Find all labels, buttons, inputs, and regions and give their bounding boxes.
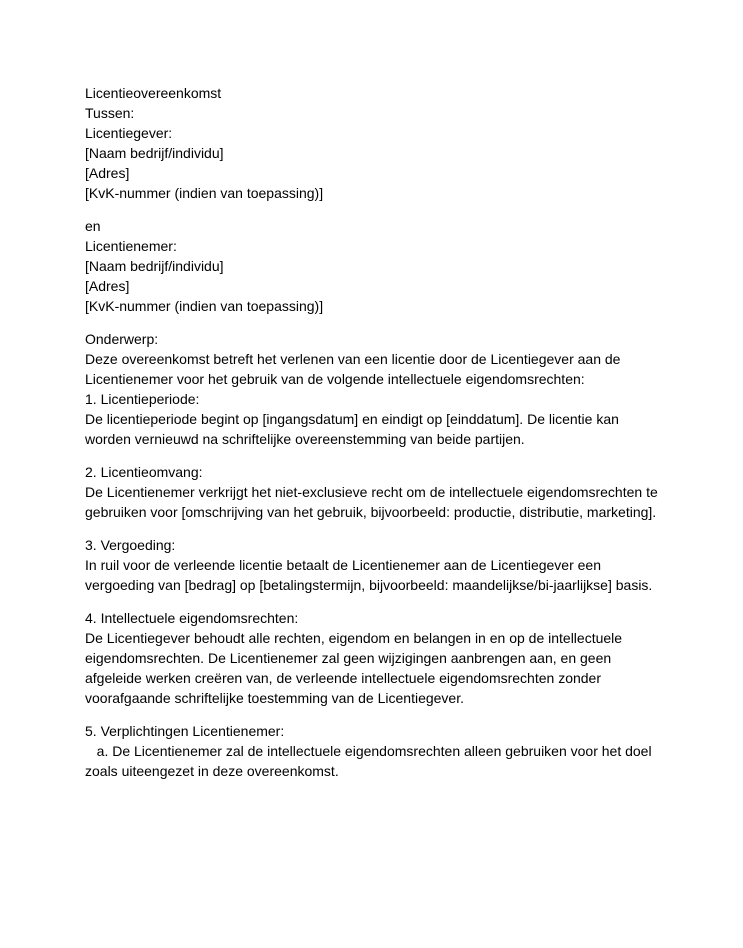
section-license-period	[85, 389, 663, 449]
licensor-block	[85, 123, 663, 203]
section-heading: 2. Licentieomvang:	[85, 464, 203, 480]
licensee-address-placeholder: [Adres]	[85, 278, 130, 294]
document-title: Licentieovereenkomst	[85, 85, 222, 101]
licensee-name-placeholder: [Naam bedrijf/individu]	[85, 258, 224, 274]
section-license-scope	[85, 462, 663, 522]
section-heading: 3. Vergoeding:	[85, 537, 176, 553]
licensor-label: Licentiegever:	[85, 125, 173, 141]
section-body: In ruil voor de verleende licentie betaalt de Licentienemer aan de Licentiegever een vergoeding van [bedrag] op [betalingstermijn, bijvoorbeeld: maandelijkse/bi-jaarlijkse] basis.	[85, 557, 653, 593]
section-compensation	[85, 535, 663, 595]
section-body: De Licentiegever behoudt alle rechten, eigendom en belangen in en op de intellectuele eigendomsrechten. De Licentienemer zal geen wijzigingen aanbrengen aan, en geen afgeleide werken creëren van, de verleende intellectuele eigendomsrechten zonder voorafgaande schriftelijke toestemming van de Licentiegever.	[85, 630, 626, 706]
licensor-name-placeholder: [Naam bedrijf/individu]	[85, 145, 224, 161]
licensor-address-placeholder: [Adres]	[85, 165, 130, 181]
section-heading: 4. Intellectuele eigendomsrechten:	[85, 610, 299, 626]
and-label: en	[85, 218, 101, 234]
licensee-kvk-placeholder: [KvK-nummer (indien van toepassing)]	[85, 298, 324, 314]
section-licensee-obligations	[85, 721, 663, 781]
licensee-label: Licentienemer:	[85, 238, 177, 254]
licensee-block	[85, 236, 663, 316]
subject-label: Onderwerp:	[85, 331, 159, 347]
section-heading: 1. Licentieperiode:	[85, 391, 200, 407]
section-ip-rights	[85, 608, 663, 708]
between-label: Tussen:	[85, 105, 135, 121]
section-body: De licentieperiode begint op [ingangsdatum] en eindigt op [einddatum]. De licentie kan worden vernieuwd na schriftelijke overeenstemming van beide partijen.	[85, 411, 623, 447]
section-heading: 5. Verplichtingen Licentienemer:	[85, 723, 285, 739]
intro-paragraph: Deze overeenkomst betreft het verlenen van een licentie door de Licentiegever aan de Licentienemer voor het gebruik van de volgende intellectuele eigendomsrechten:	[85, 351, 625, 387]
section-body: a. De Licentienemer zal de intellectuele eigendomsrechten alleen gebruiken voor het doel zoals uiteengezet in deze overeenkomst.	[85, 743, 656, 779]
licensor-kvk-placeholder: [KvK-nummer (indien van toepassing)]	[85, 185, 324, 201]
section-body: De Licentienemer verkrijgt het niet-exclusieve recht om de intellectuele eigendomsrechten te gebruiken voor [omschrijving van het gebruik, bijvoorbeeld: productie, distributie, marketing].	[85, 484, 662, 520]
